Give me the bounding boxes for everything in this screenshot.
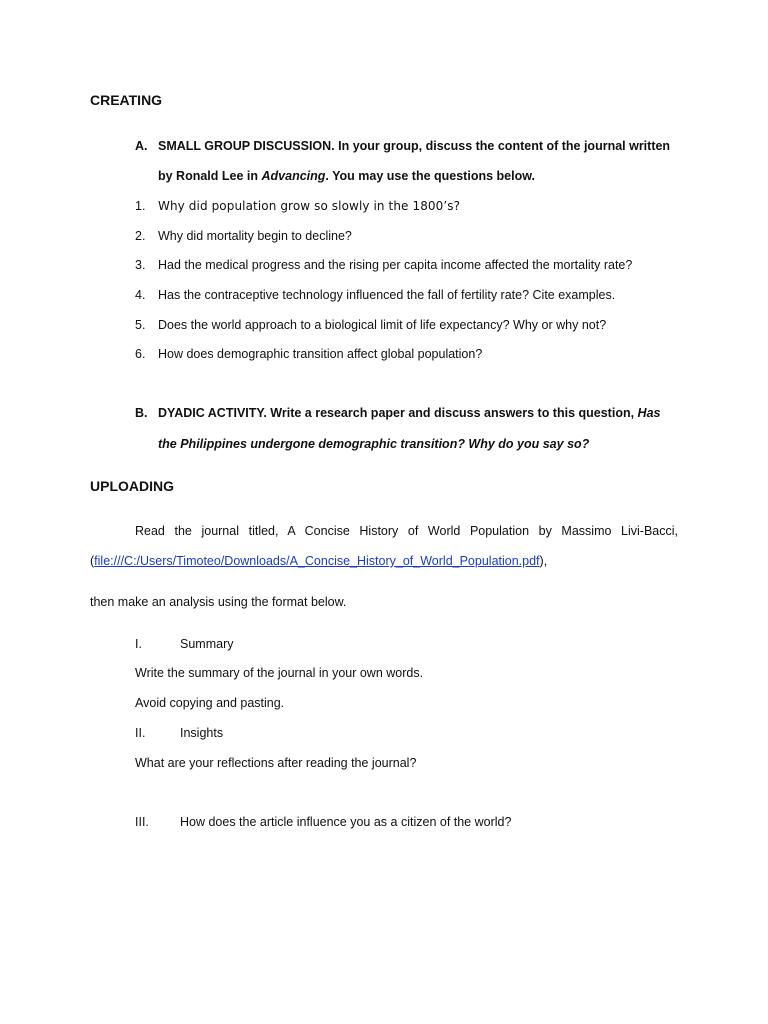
uploading-paragraph-line1: Read the journal titled, A Concise History of World Population by Massimo Livi-Bacci,	[135, 524, 678, 538]
section-b-line1-question: Has	[637, 406, 661, 420]
journal-file-link[interactable]: file:///C:/Users/Timoteo/Downloads/A_Concise_History_of_World_Population.pdf	[94, 554, 540, 568]
analysis-item-label: Insights	[180, 726, 224, 740]
uploading-paragraph-line3: then make an analysis using the format below.	[90, 595, 347, 609]
summary-instruction-2: Avoid copying and pasting.	[135, 696, 285, 710]
analysis-item-label: How does the article influence you as a citizen of the world?	[180, 815, 512, 829]
question-number: 2.	[135, 229, 146, 243]
question-text: Why did mortality begin to decline?	[158, 229, 352, 243]
section-b-letter: B.	[135, 406, 148, 420]
question-number: 4.	[135, 288, 146, 302]
question-number: 5.	[135, 318, 146, 332]
question-number: 1.	[135, 199, 146, 213]
section-a-line2-post: . You may use the questions below.	[325, 169, 535, 183]
roman-numeral: II.	[135, 726, 146, 740]
uploading-paragraph-line2	[90, 554, 547, 568]
question-text: Does the world approach to a biological limit of life expectancy? Why or why not?	[158, 318, 607, 332]
section-b-line1	[158, 406, 660, 420]
roman-numeral: I.	[135, 637, 142, 651]
section-a-line2-pre: by Ronald Lee in	[158, 169, 262, 183]
link-open-paren: (	[90, 554, 95, 568]
question-number: 3.	[135, 258, 146, 272]
link-close-paren: ),	[539, 554, 548, 568]
section-heading-creating: CREATING	[90, 92, 163, 108]
section-a-journal-title: Advancing	[261, 169, 326, 183]
section-heading-uploading: UPLOADING	[90, 478, 174, 494]
section-a-line1: SMALL GROUP DISCUSSION. In your group, discuss the content of the journal written	[158, 139, 671, 153]
question-text: Why did population grow so slowly in the 1800’s?	[158, 199, 461, 213]
insights-instruction: What are your reflections after reading the journal?	[135, 756, 417, 770]
analysis-item-label: Summary	[180, 637, 234, 651]
summary-instruction-1: Write the summary of the journal in your own words.	[135, 666, 424, 680]
question-text: Had the medical progress and the rising per capita income affected the mortality rate?	[158, 258, 633, 272]
roman-numeral: III.	[135, 815, 149, 829]
section-b-line1-text: DYADIC ACTIVITY. Write a research paper and discuss answers to this question,	[158, 406, 638, 420]
section-a-letter: A.	[135, 139, 148, 153]
section-b-line2: the Philippines undergone demographic transition? Why do you say so?	[158, 437, 590, 451]
question-text: Has the contraceptive technology influenced the fall of fertility rate? Cite examples.	[158, 288, 616, 302]
section-a-line2	[158, 169, 535, 183]
question-text: How does demographic transition affect global population?	[158, 347, 483, 361]
question-number: 6.	[135, 347, 146, 361]
